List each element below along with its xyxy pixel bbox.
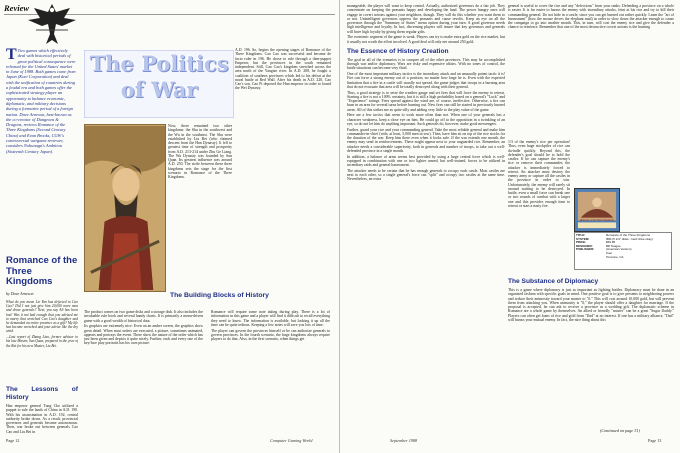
footer-date: September 1988 xyxy=(390,438,418,443)
body-para: The attacker needs to be certain that he has enough generals to occupy each castle. Most castles are next to each other, so a single general's force can "split" and occupy two castles at the same time. Nevertheless, an extra xyxy=(347,168,505,182)
info-value: $69.95 xyxy=(606,240,616,245)
intro-text: Two games which effectively deal with historical periods of great political consequence were released for the United States' market in June of 1988. Both games come from Japan (Koei Corporation) and deal with the unification of countries during a feudal era and both games offer the sophisticated strategy player an opportunity to balance economic, diplomatic, and military decisions during a formative period of a foreign nation. Dave Arneson, best-known as the co-creator of Dungeons & Dragons, reviews Romance of the Three Kingdoms (Second Century China) and Evan Brooks, CGW's controversial wargame reviewer, considers Nobunaga's Ambition (Sixteenth Century Japan). xyxy=(6,48,76,154)
drop-cap: T xyxy=(6,46,17,63)
body-para: One of the most important military tactics is the incendiary attack and an unusually potent tactic it is! Fire can force a strong enemy out of a position, no matter how large he is. Even with the expected limitation that a fire in a castle will usually not spread, the game judges that troops in a burning area that do not evacuate that area will be totally destroyed along with their general. xyxy=(347,72,505,89)
info-value: Koei xyxy=(606,250,613,255)
building-para: Its graphics are extremely nice. Even on an amber screen, the graphics show great detail. When most orders are executed, a picture, sometimes animated, appears and portrays the event. These show the nature of the order which has just been given and depicts it quite nicely. Further, each and every one of the key/face play portraits has his own picture. xyxy=(84,324,203,346)
eagle-emblem-icon xyxy=(26,0,78,48)
body-para: In addition, a balance of arms seems best provided by using a large central force which is well-equipped in combination with one or two lighter armed, but well-trained, forces to be utilized in incendiary raids and general harassment. xyxy=(347,154,505,167)
info-value: (American Version) xyxy=(606,247,632,252)
column-history-text: Now, there remained two other kingdoms: the Shu in the southwest and the Wu in the southeast. The Shu were established by Liu Bei (who claimed descent from the Han Dynasty). It fell to greatest time of strength and prosperity from A.D. 213-214 under Zhu Ge Liang. The Wu Dynasty was founded by Sun Quan. Its greatest influence was around A.D. 250. The strife between these three kingdoms sets the stage for the first scenario in Romance of the Three Kingdoms. xyxy=(168,124,232,179)
right-top-column xyxy=(508,4,674,138)
building-para: The product comes on two game disks and a storage disk. It also includes the invaluable rule book and several handy charts. It is primarily a menu-driven game with a good wealth of historical data. xyxy=(84,310,203,323)
game-box-art xyxy=(574,188,620,232)
body-para: The goal in all of the scenarios is to conquer all of the other provinces. This may be accomplished through war and/or diplomacy. Wars are risky and expensive affairs. With no tones of control, the battle situations can become very fluid. xyxy=(347,57,505,71)
sidebar-title: Romance of the Three Kingdoms xyxy=(6,255,78,287)
body-para: manageable, the player will want to keep control. Actually, authorized governors do a fair job. They concentrate on keeping the peasants happy and developing the land. The power hungry ones will engage in covert actions against your neighbors, though. They will do this whether you want them to or not. Unintelligent governors oppress the peasants and cause revolts. Keep an eye on all the governors through the "Summary of States" menu option during your turn. A good governor needs high intelligence and loyalty. In fact, discerning players will insure that key governors and generals will have high loyalty by giving them regular gifts. xyxy=(347,4,505,34)
info-value: Bill Teague xyxy=(606,243,621,248)
info-label: PRICE: xyxy=(576,240,587,245)
body-para: Thus, a good strategy is to seize the weather gauge and set fires that will force the enemy to retreat. Starting a fire is not a 100% certainty, but it is still a high probability based on a general's "Luck" and "Experience" ratings. Fires spread against the wind are, of course, ineffective. Otherwise, a fire can burn in an area for several turns before burning out. New fires can still be started in previously burned areas. All of this strikes me as quite silly and adding very little to the play value of the game. xyxy=(347,90,505,112)
diplomacy-text: This is a game where diplomacy is just as important as fighting battles. Diplomacy must be done in an organized fashion with specific goals in mind. One positive goal is to give presents to neighboring powers and reduce their animosity toward your master to "0." This will cost around 10,000 gold, but will prevent them from attacking you. When animosity is "0," the player should offer a daughter for marriage. If the proposal is accepted, he can ask to receive a province as a wedding gift. The diplomatic scheme in Romance are a whole game by themselves. An allied or friendly "master" can be a great "Sugar Daddy." Players can often get loans of rice and gold from "Dad" at no interest. If one has a military alliance, "Dad" will harass your mutual enemy. In fact, the nice thing about this xyxy=(508,288,674,322)
body-para: Here are a few tactics that seem to work more often than not. When one of your generals has a character weakness, keep a close eye on him. He could go off to the opposition in a twinkling of an eye, so do not let him do anything important. Such generals do, however, make good messengers. xyxy=(347,113,505,126)
essence-heading: The Essence of History Creation xyxy=(347,47,449,55)
info-labels xyxy=(576,234,604,268)
column-intro-text: A.D. 196. So, begins the opening stages of Romance of the Three Kingdoms. Cao Cao was successful and became de facto ruler in 196. He chose to rule through a then-puppet Emperor, but the provinces in the south remained independent. Still, Cao Cao's kingdom stretched across the area north of the Yangtze river. In A.D. 208, he fought a coalition of southern provinces which led to his defeat at the naval battle at Red Wall. After his death in A.D. 220, Cao Cao's son, Cao Pi deposed the Han emperor in order to found the Wei Dynasty. xyxy=(235,48,331,91)
info-value: Torrance, CA xyxy=(606,254,624,259)
info-value: Romance of the Three Kingdoms xyxy=(606,233,650,237)
diplomacy-section xyxy=(508,274,674,424)
article-column-intro xyxy=(235,48,331,288)
lessons-text: Han emperor general Tung Cho utilized a puppet to rule the lands of China in A.D. 190. With his assassination in A.D. 192, central authority broke down. As a result, provincial governors and generals became autonomous. Then, war broke out between generals Cao Cao and Liu Bei in xyxy=(6,404,78,434)
lessons-section xyxy=(6,382,78,442)
info-label: PUBLISHER: xyxy=(576,247,595,252)
page-number-left: Page 12 xyxy=(6,438,20,443)
article-title-box xyxy=(84,50,234,118)
byline: by Dave Arneson xyxy=(6,291,34,296)
info-value: IBM (5 1/4" disks - hard drive okay) xyxy=(606,236,653,241)
quote-text: What do you mean Lie Yan has defected to Cao Cao? Did I not just give him 20,000 more men and drove generals? Next, you say Ali has been lost! Was it not bad enough that you advised me to marry that wretched Cao Cao's daughter and he demanded an entire province as a gift? My life has become wretched and your advice like the dry wind. xyxy=(6,300,78,334)
right-top-text: general is useful to cover the rice and any "defections" from your ranks. Defending a province on a whole is easier. It is far easier to harass the enemy with incendiary attacks, feint at his rice and try to kill their commanding general. Do not hide in a castle, since you can get burned out rather quickly. Learn the "art of harassment" (how the mouse drives the elephant mad) in order to slow down the attacker enough to cause the campaign to go into another month. This, in turn, will cost the enemy rice and give the defender a chance to reinforce. Remember that one of the most destructive covert actions is the burning xyxy=(508,4,674,30)
building-section xyxy=(84,310,330,436)
game-info-box xyxy=(574,232,672,270)
lessons-heading: The Lessons of History xyxy=(6,386,78,401)
right-main-column xyxy=(347,4,505,432)
building-para: The player can govern the provinces himself or he can authorize generals to govern provinces. In the fourth scenario, the large kingdoms always require players to do that. Also, in the first scenario, when things get xyxy=(211,328,330,341)
building-para: Romance will require some note taking during play. There is a lot of information in this game and a player will find it difficult to recall everything they need to know. The information is available, but looking it up all the time can be quite tedious. Keeping a few notes will save you lots of time. xyxy=(211,310,330,327)
body-para: The economic segment of the game is weak. Players can try to make extra gold on the rice market, but it usually not worth the effort involved. A good deal will only net around 250 gold. xyxy=(347,35,505,44)
warrior-illustration xyxy=(84,124,166,292)
article-column-history xyxy=(168,124,232,292)
footer-publication: Computer Gaming World xyxy=(270,438,313,443)
info-values xyxy=(606,234,670,268)
narrow-text: 1/3 of the enemy's rice per operation! Thus, even huge stockpiles of rice can dwindle quickly. Beyond this, the defender's goal should be to hold the castles. If he can capture the enemy's rice or remove their commander, the attacker is immediately forced to retreat. An attacker must destroy the enemy army or capture all the castles in the province in order to win. Unfortunately, the enemy will rarely sit around waiting to be destroyed. In battle, even a small force can break one or two rounds of combat with a larger one and this provides enough time to retreat or start a nasty fire. xyxy=(508,140,570,208)
section-label: Review xyxy=(4,3,30,13)
diplomacy-heading: The Substance of Diplomacy xyxy=(508,278,599,285)
intro-blurb xyxy=(6,48,76,248)
body-para: Further, guard your rice and your commanding general. Take the most reliable general and make him commander-in-chief (with, at least, 5,000 men in tow). Then, have him sit on top of the rice stocks for the duration of the war. Keep him there even when it looks safe. If the war extends one month, the enemy may send in reinforcements. These might appear next to your unguarded rice. Remember, an attacker needs a considerable superiority, both in generals and number of troops, to take out a well-defended province in a single month. xyxy=(347,127,505,153)
building-heading: The Building Blocks of History xyxy=(170,292,269,299)
info-label: SYSTEM: xyxy=(576,236,590,241)
info-label: DESIGNER: xyxy=(576,243,593,248)
article-title: The Politics of War xyxy=(89,51,229,102)
info-label: TITLE: xyxy=(576,233,586,237)
page-number-right: Page 13 xyxy=(648,438,662,443)
box-art-caption: Romance of the Three Kingdoms xyxy=(580,219,614,222)
continued-note: (Continued on page 31) xyxy=(600,428,640,433)
quote-attribution: —Last report of Zhang Liao, former advisor to his late Master, Sun Quan, prepared in the year of the Rat for his new Master, Liu Bei. xyxy=(6,335,78,348)
